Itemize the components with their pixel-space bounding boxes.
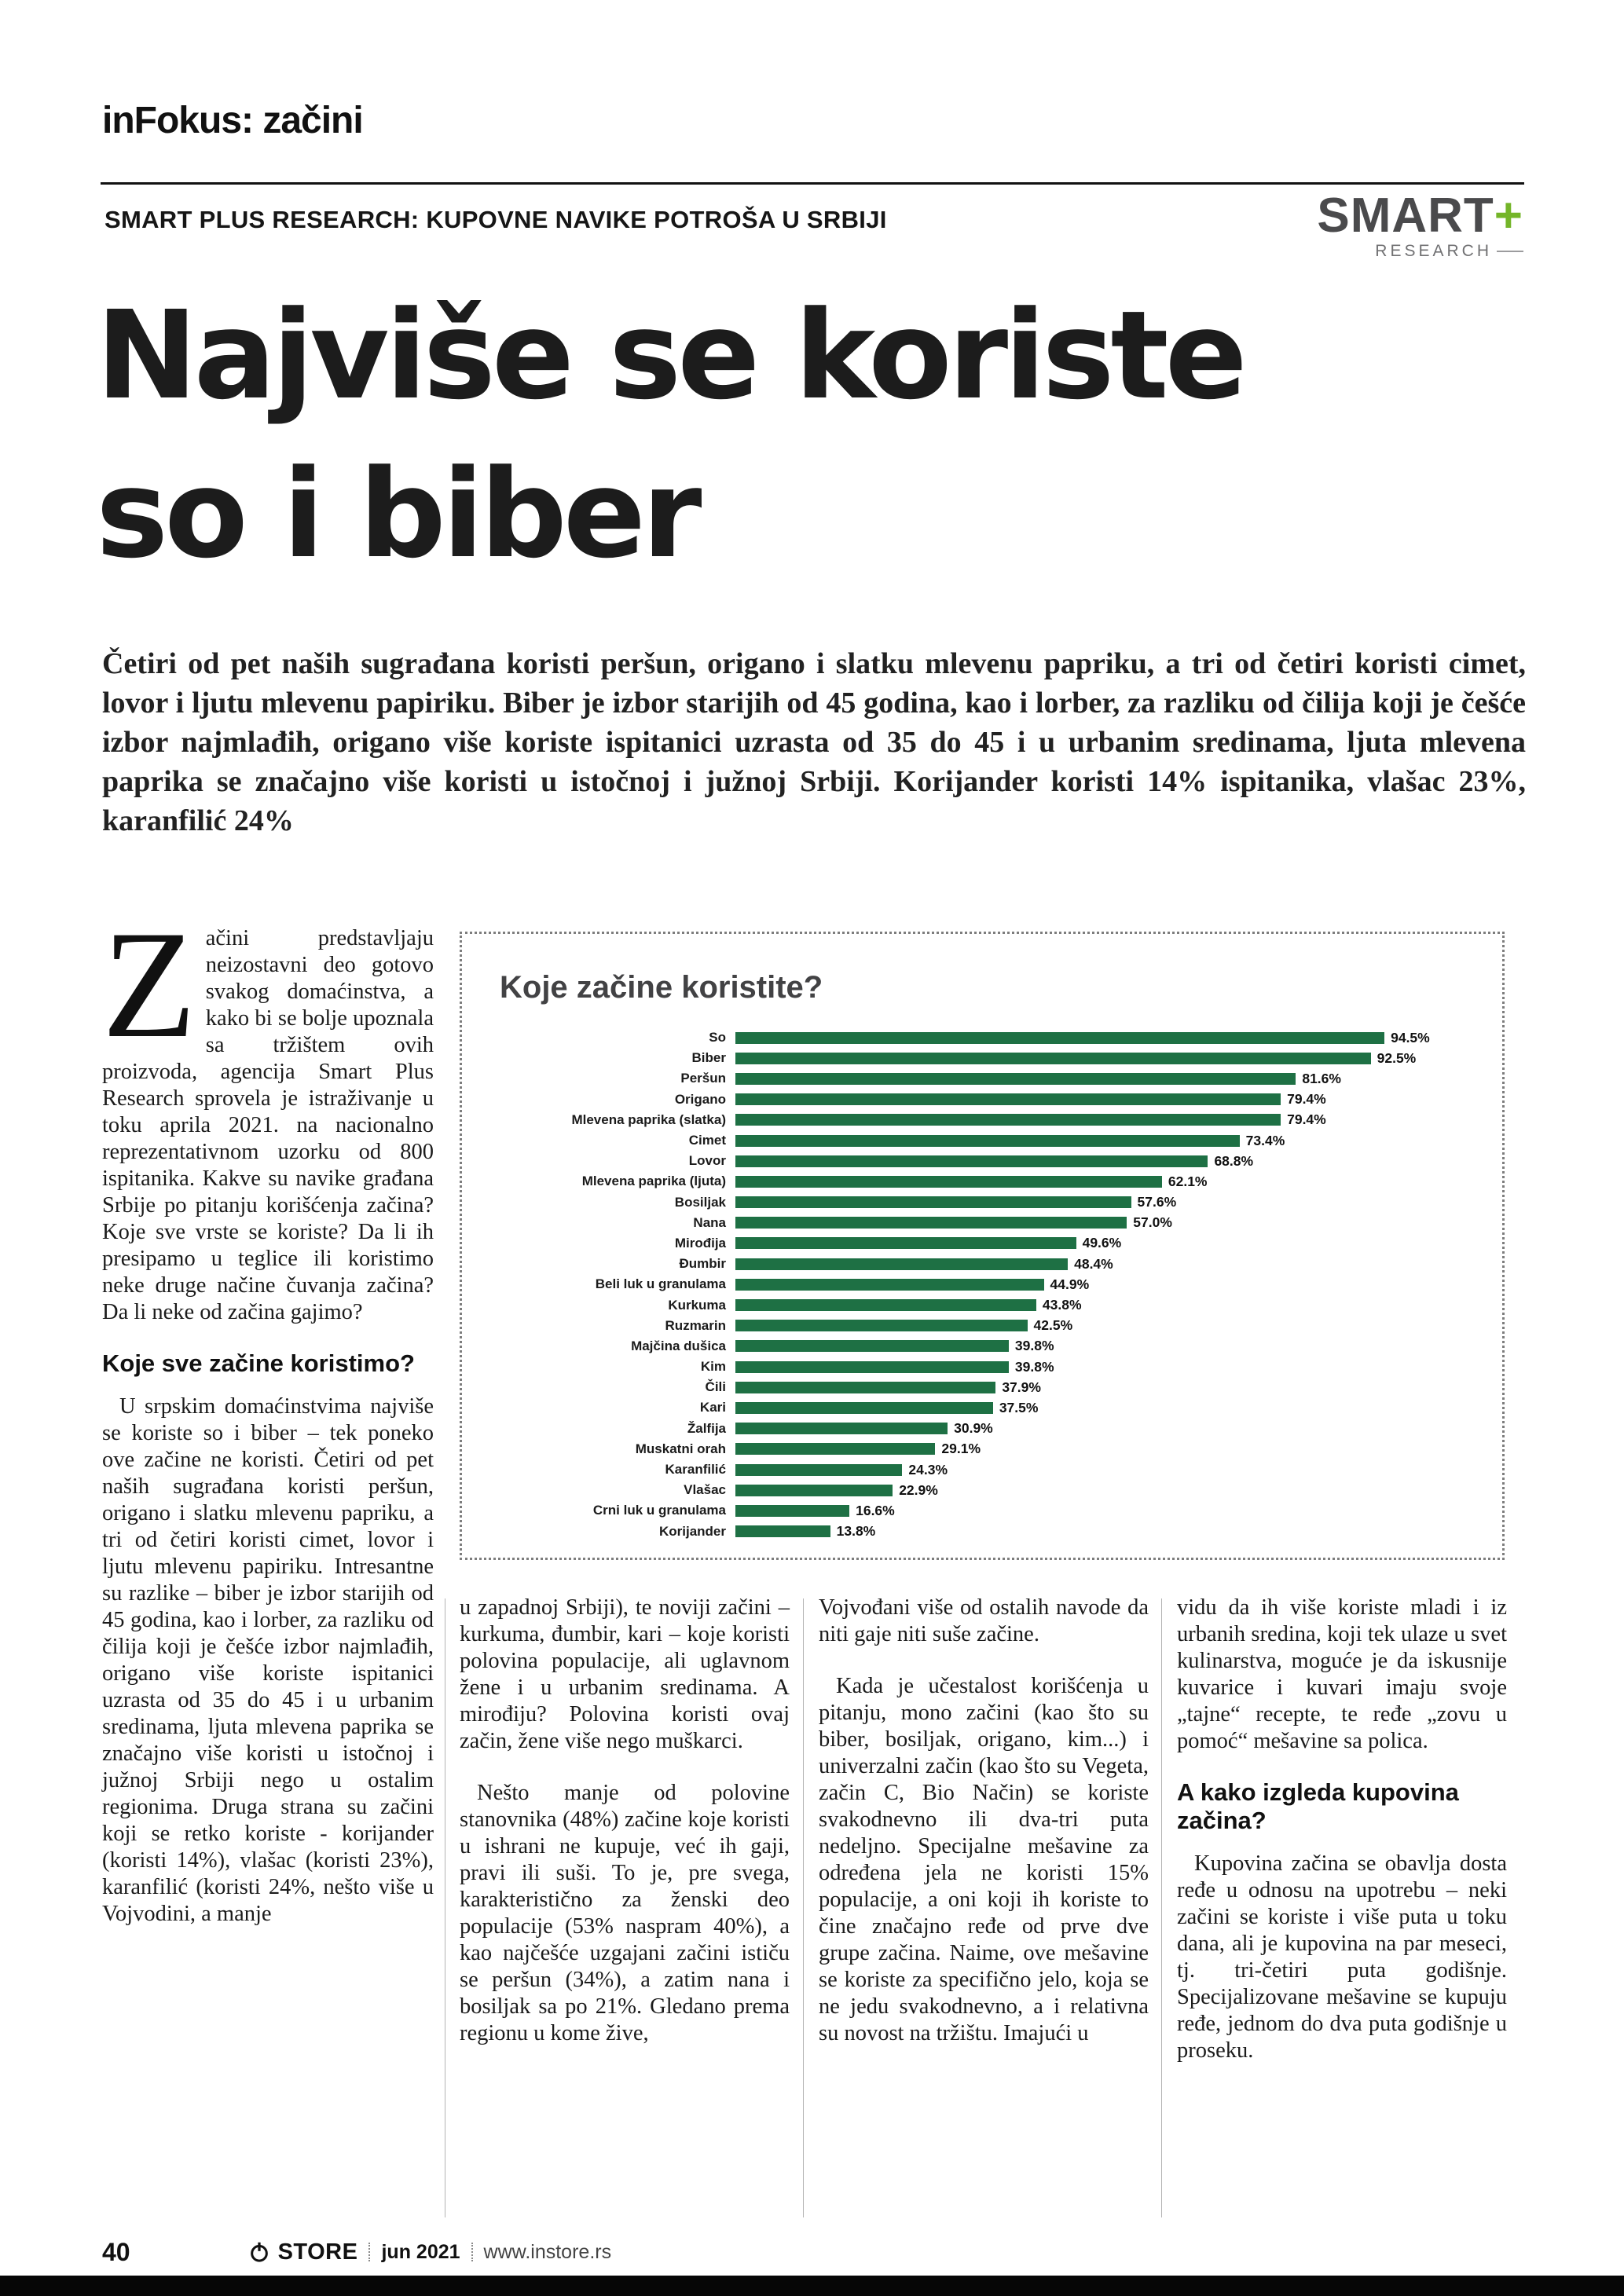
body-paragraph: vidu da ih više koriste mladi i iz urbanih sredina, koji tek ulaze u svet kulinarstva, moguće je da iskusnije kuvarice i kuvari imaju svoje „tajne“ recepte, te ređe „zovu u pomoć“ mešavine sa polica. — [1177, 1595, 1507, 1753]
standfirst: Četiri od pet naših sugrađana koristi peršun, origano i slatku mlevenu papriku, a tri od četiri koristi cimet, lovor i ljutu mlevenu papiriku. Biber je izbor starijih od 45 godina, kao i lorber, za razliku od čilija koji je češće izbor najmlađih, origano više koriste ispitanici uzrasta od 35 do 45 i u urbanim sredinama, ljuta mlevena paprika se značajno više koristi u istočnoj i južnoj Srbiji. Korijander koristi 14% ispitanika, vlašac 23%, karanfilić 24% — [102, 647, 1526, 837]
chart-bar-track — [735, 1214, 1474, 1231]
chart-title: Koje začine koristite? — [500, 970, 823, 1005]
chart-rows — [500, 1027, 1474, 1542]
chart-bar — [735, 1135, 1240, 1147]
chart-bar-track — [735, 1111, 1474, 1128]
chart-bar-track — [735, 1030, 1474, 1046]
chart-category-label: Vlašac — [684, 1482, 726, 1498]
chart-row — [500, 1192, 1474, 1213]
chart-bar — [735, 1176, 1162, 1188]
chart-bar-track — [735, 1462, 1474, 1478]
chart-bar — [735, 1525, 830, 1537]
chart-category-label: Beli luk u granulama — [595, 1276, 726, 1292]
article-column-4 — [1177, 1595, 1507, 2064]
chart-category-label: Đumbir — [679, 1256, 726, 1272]
chart-category-label: Lovor — [688, 1153, 726, 1169]
logo-subtitle-line — [1497, 251, 1523, 252]
section-label: inFokus: začini — [102, 100, 363, 141]
page-title — [96, 276, 1534, 593]
chart-row — [500, 1027, 1474, 1048]
chart-value-label: 49.6% — [1082, 1235, 1122, 1251]
chart-row — [500, 1459, 1474, 1480]
page-footer — [102, 2236, 1522, 2269]
body-paragraph: u zapadnoj Srbiji), te noviji začini – kurkuma, đumbir, kari – koje koristi polovina populacije, ali uglavnom žene i u urbanim sredinama. A mirođiju? Polovina koristi ovaj začin, žene više nego muškarci. — [460, 1595, 790, 1753]
lead-text: ačini predstavljaju neizostavni deo gotovo svakog domaćinstva, a kako bi se bolje upoznala sa tržištem ovih proizvoda, agencija Smart Plus Research sprovela je istraživanje u toku aprila 2021. na nacionalno reprezentativnom uzorku od 800 ispitanika. Kakve su navike građana Srbije po pitanju korišćenja začina? Koje sve vrste se koriste? Da li ih presipamo u teglice ili koristimo neke druge načine čuvanja začina? Da li neke od začina gajimo? — [102, 926, 434, 1324]
chart-bar-track — [735, 1359, 1474, 1375]
chart-row — [500, 1522, 1474, 1542]
chart-row — [500, 1048, 1474, 1068]
chart-value-label: 13.8% — [836, 1523, 876, 1540]
chart-bar — [735, 1485, 893, 1496]
logo-name: SMART — [1317, 189, 1494, 243]
body-paragraph: Kada je učestalost korišćenja u pitanju, mono začini (kao što su biber, bosiljak, origano, kim...) i univerzalni začin (kao što su Vegeta, začin C, Bio Način) se koriste svakodnevno ili dva-tri puta nedeljno. Specijalne mešavine za određena jela ne koristi 15% populacije, a oni koji ih koriste to čine značajno ređe od prve dve grupe začina. Naime, ove mešavine se koriste za specifično jelo, koja se ne jedu svakodnevno, a i relativna su novost na tržištu. Imajući u — [819, 1674, 1149, 2045]
chart-bar — [735, 1402, 993, 1414]
chart-category-label: So — [709, 1030, 726, 1045]
chart-bar-track — [735, 1153, 1474, 1170]
page-bottom-bar — [0, 2276, 1624, 2296]
page-title-line1: Najviše se koriste — [96, 284, 1244, 427]
chart-category-label: Kim — [700, 1359, 726, 1375]
chart-category-label: Korijander — [658, 1523, 726, 1539]
chart-category-label: Ruzmarin — [665, 1317, 726, 1333]
footer-separator — [368, 2243, 370, 2261]
chart-value-label: 16.6% — [856, 1502, 895, 1518]
chart-category-label: Bosiljak — [674, 1194, 726, 1210]
logo-subtitle-text: RESEARCH — [1375, 242, 1492, 260]
chart-bar — [735, 1320, 1028, 1331]
chart-bar — [735, 1053, 1371, 1064]
chart-bar — [735, 1196, 1131, 1208]
chart-row — [500, 1089, 1474, 1110]
chart-value-label: 73.4% — [1245, 1132, 1285, 1148]
chart-row — [500, 1151, 1474, 1171]
chart-bar — [735, 1217, 1127, 1229]
lead-paragraph — [102, 899, 434, 1326]
body-paragraph: Nešto manje od polovine stanovnika (48%) začine koje koristi u ishrani ne kupuje, već ih gaji, pravi ili suši. To je, pre svega, karakteristično za ženski deo populacije (53% naspram 40%), a kao najčešće uzgajani začini ističu se peršun (34%), a zatim nana i bosiljak sa po 21%. Gledano prema regionu u kome žive, — [460, 1781, 790, 2045]
chart-bar-track — [735, 1194, 1474, 1210]
chart-value-label: 79.4% — [1287, 1111, 1326, 1128]
chart-row — [500, 1336, 1474, 1357]
chart-bar — [735, 1361, 1009, 1373]
chart-value-label: 92.5% — [1377, 1049, 1417, 1066]
chart-value-label: 79.4% — [1287, 1091, 1326, 1108]
chart-bar — [735, 1155, 1208, 1167]
chart-row — [500, 1480, 1474, 1500]
column-divider — [803, 1598, 804, 2217]
page-number: 40 — [102, 2237, 130, 2266]
drop-cap: Z — [102, 899, 196, 1070]
chart-bar-track — [735, 1338, 1474, 1354]
chart-bar — [735, 1237, 1076, 1249]
chart-row — [500, 1377, 1474, 1397]
chart-bar-track — [735, 1133, 1474, 1149]
article-column-2 — [460, 1595, 790, 2047]
chart-row — [500, 1130, 1474, 1151]
usage-chart — [460, 932, 1505, 1560]
chart-bar — [735, 1258, 1068, 1270]
chart-value-label: 68.8% — [1214, 1152, 1254, 1169]
logo-wordmark — [1317, 189, 1523, 243]
page-title-line2: so i biber — [96, 442, 698, 585]
chart-value-label: 57.6% — [1137, 1194, 1177, 1210]
chart-category-label: Mlevena paprika (slatka) — [571, 1111, 726, 1127]
chart-bar-track — [735, 1482, 1474, 1499]
chart-category-label: Kurkuma — [668, 1297, 726, 1313]
chart-bar — [735, 1032, 1384, 1044]
chart-bar-track — [735, 1091, 1474, 1108]
subhead-koje-sve-zacine: Koje sve začine koristimo? — [102, 1349, 415, 1377]
chart-value-label: 62.1% — [1168, 1173, 1208, 1189]
chart-category-label: Nana — [693, 1214, 726, 1230]
chart-value-label: 37.5% — [999, 1399, 1039, 1415]
body-paragraph: U srpskim domaćinstvima najviše se koriste so i biber – tek poneko ove začine ne koristi. Četiri od pet naših sugrađana koristi peršun, origano i slatku mlevenu papriku, a tri od četiri koristi cimet, lovor i ljutu mlevenu papiriku. Intresantne su razlike – biber je izbor starijih od 45 godina, kao i lorber, za razliku od čilija koji je češće izbor najmlađih, origano više koriste ispitanici uzrasta od 35 do 45 i u urbanim sredinama, ljuta mlevena paprika se značajno više koristi u istočnoj i južnoj Srbiji nego u ostalim regionima. Druga strana su začini koji se retko koriste - korijander (koristi 14%), vlašac (koristi 23%), karanfilić (koristi 24%, nešto više u Vojvodini, a manje — [102, 1394, 434, 1926]
chart-category-label: Mirođija — [674, 1235, 726, 1251]
issue-date: jun 2021 — [381, 2240, 460, 2263]
chart-bar — [735, 1279, 1044, 1291]
chart-bar-track — [735, 1503, 1474, 1519]
column-divider — [1161, 1598, 1162, 2217]
footer-separator — [471, 2243, 473, 2261]
chart-value-label: 81.6% — [1302, 1070, 1341, 1086]
chart-value-label: 37.9% — [1002, 1379, 1041, 1395]
chart-bar-track — [735, 1050, 1474, 1067]
instore-brand — [248, 2239, 358, 2265]
body-paragraph: Vojvođani više od ostalih navode da niti gaje niti suše začine. — [819, 1595, 1149, 1646]
chart-bar-track — [735, 1071, 1474, 1087]
chart-bar-track — [735, 1235, 1474, 1251]
chart-value-label: 24.3% — [908, 1461, 948, 1478]
chart-bar-track — [735, 1441, 1474, 1457]
chart-row — [500, 1439, 1474, 1459]
chart-row — [500, 1171, 1474, 1192]
chart-bar — [735, 1382, 995, 1393]
chart-row — [500, 1274, 1474, 1294]
chart-category-label: Majčina dušica — [631, 1338, 726, 1353]
chart-bar — [735, 1423, 948, 1434]
chart-value-label: 42.5% — [1033, 1317, 1073, 1334]
chart-category-label: Čili — [705, 1379, 726, 1395]
chart-category-label: Biber — [691, 1050, 726, 1066]
chart-category-label: Karanfilić — [665, 1462, 726, 1478]
body-paragraph: Kupovina začina se obavlja dosta ređe u odnosu na upotrebu – neki začini se koriste i više puta u toku dana, ali je kupovina na par meseci, tj. tri-četiri puta godišnje. Specijalizovane mešavine se kupuju ređe, jednom do dva puta godišnje u proseku. — [1177, 1851, 1507, 2063]
chart-bar — [735, 1299, 1036, 1311]
power-icon — [248, 2241, 270, 2263]
chart-category-label: Peršun — [680, 1071, 726, 1086]
chart-row — [500, 1254, 1474, 1274]
chart-bar — [735, 1443, 935, 1455]
chart-row — [500, 1068, 1474, 1089]
chart-category-label: Crni luk u granulama — [592, 1503, 726, 1518]
chart-row — [500, 1110, 1474, 1130]
subhead-kupovina-zacina: A kako izgleda kupovina začina? — [1177, 1778, 1459, 1834]
chart-bar — [735, 1093, 1281, 1105]
chart-category-label: Muskatni orah — [635, 1441, 726, 1456]
chart-row — [500, 1419, 1474, 1439]
brand-name: STORE — [277, 2239, 358, 2265]
article-kicker: SMART PLUS RESEARCH: KUPOVNE NAVIKE POTROŠA U SRBIJI — [104, 206, 887, 233]
chart-row — [500, 1500, 1474, 1521]
logo-plus-icon: + — [1494, 189, 1523, 243]
chart-value-label: 39.8% — [1014, 1338, 1054, 1354]
chart-value-label: 30.9% — [954, 1420, 993, 1437]
chart-bar-track — [735, 1317, 1474, 1334]
chart-bar — [735, 1114, 1281, 1126]
chart-bar-track — [735, 1420, 1474, 1437]
chart-bar — [735, 1464, 902, 1476]
chart-bar — [735, 1340, 1009, 1352]
chart-category-label: Žalfija — [687, 1420, 726, 1436]
website-url: www.instore.rs — [483, 2240, 612, 2263]
chart-bar-track — [735, 1174, 1474, 1190]
chart-value-label: 29.1% — [941, 1441, 981, 1457]
chart-bar-track — [735, 1400, 1474, 1416]
chart-bar — [735, 1073, 1296, 1085]
chart-value-label: 48.4% — [1074, 1255, 1113, 1272]
header-rule — [101, 182, 1524, 185]
chart-value-label: 22.9% — [899, 1481, 938, 1498]
chart-category-label: Origano — [674, 1091, 726, 1107]
article-column-3 — [819, 1595, 1149, 2047]
chart-row — [500, 1357, 1474, 1377]
chart-value-label: 94.5% — [1391, 1029, 1430, 1045]
chart-row — [500, 1294, 1474, 1315]
chart-value-label: 44.9% — [1050, 1276, 1090, 1292]
chart-value-label: 39.8% — [1014, 1358, 1054, 1375]
chart-bar-track — [735, 1256, 1474, 1273]
article-column-1 — [102, 899, 434, 1928]
chart-category-label: Kari — [699, 1400, 726, 1415]
chart-row — [500, 1316, 1474, 1336]
chart-row — [500, 1233, 1474, 1254]
logo-subtitle — [1317, 242, 1523, 261]
chart-value-label: 57.0% — [1133, 1214, 1172, 1231]
chart-row — [500, 1213, 1474, 1233]
chart-bar-track — [735, 1276, 1474, 1293]
smart-plus-research-logo — [1317, 189, 1523, 261]
chart-bar-track — [735, 1523, 1474, 1540]
chart-bar-track — [735, 1379, 1474, 1396]
chart-category-label: Mlevena paprika (ljuta) — [581, 1174, 726, 1189]
chart-bar-track — [735, 1297, 1474, 1313]
chart-category-label: Cimet — [688, 1133, 726, 1148]
chart-bar — [735, 1505, 849, 1517]
chart-row — [500, 1397, 1474, 1418]
chart-value-label: 43.8% — [1042, 1297, 1082, 1313]
